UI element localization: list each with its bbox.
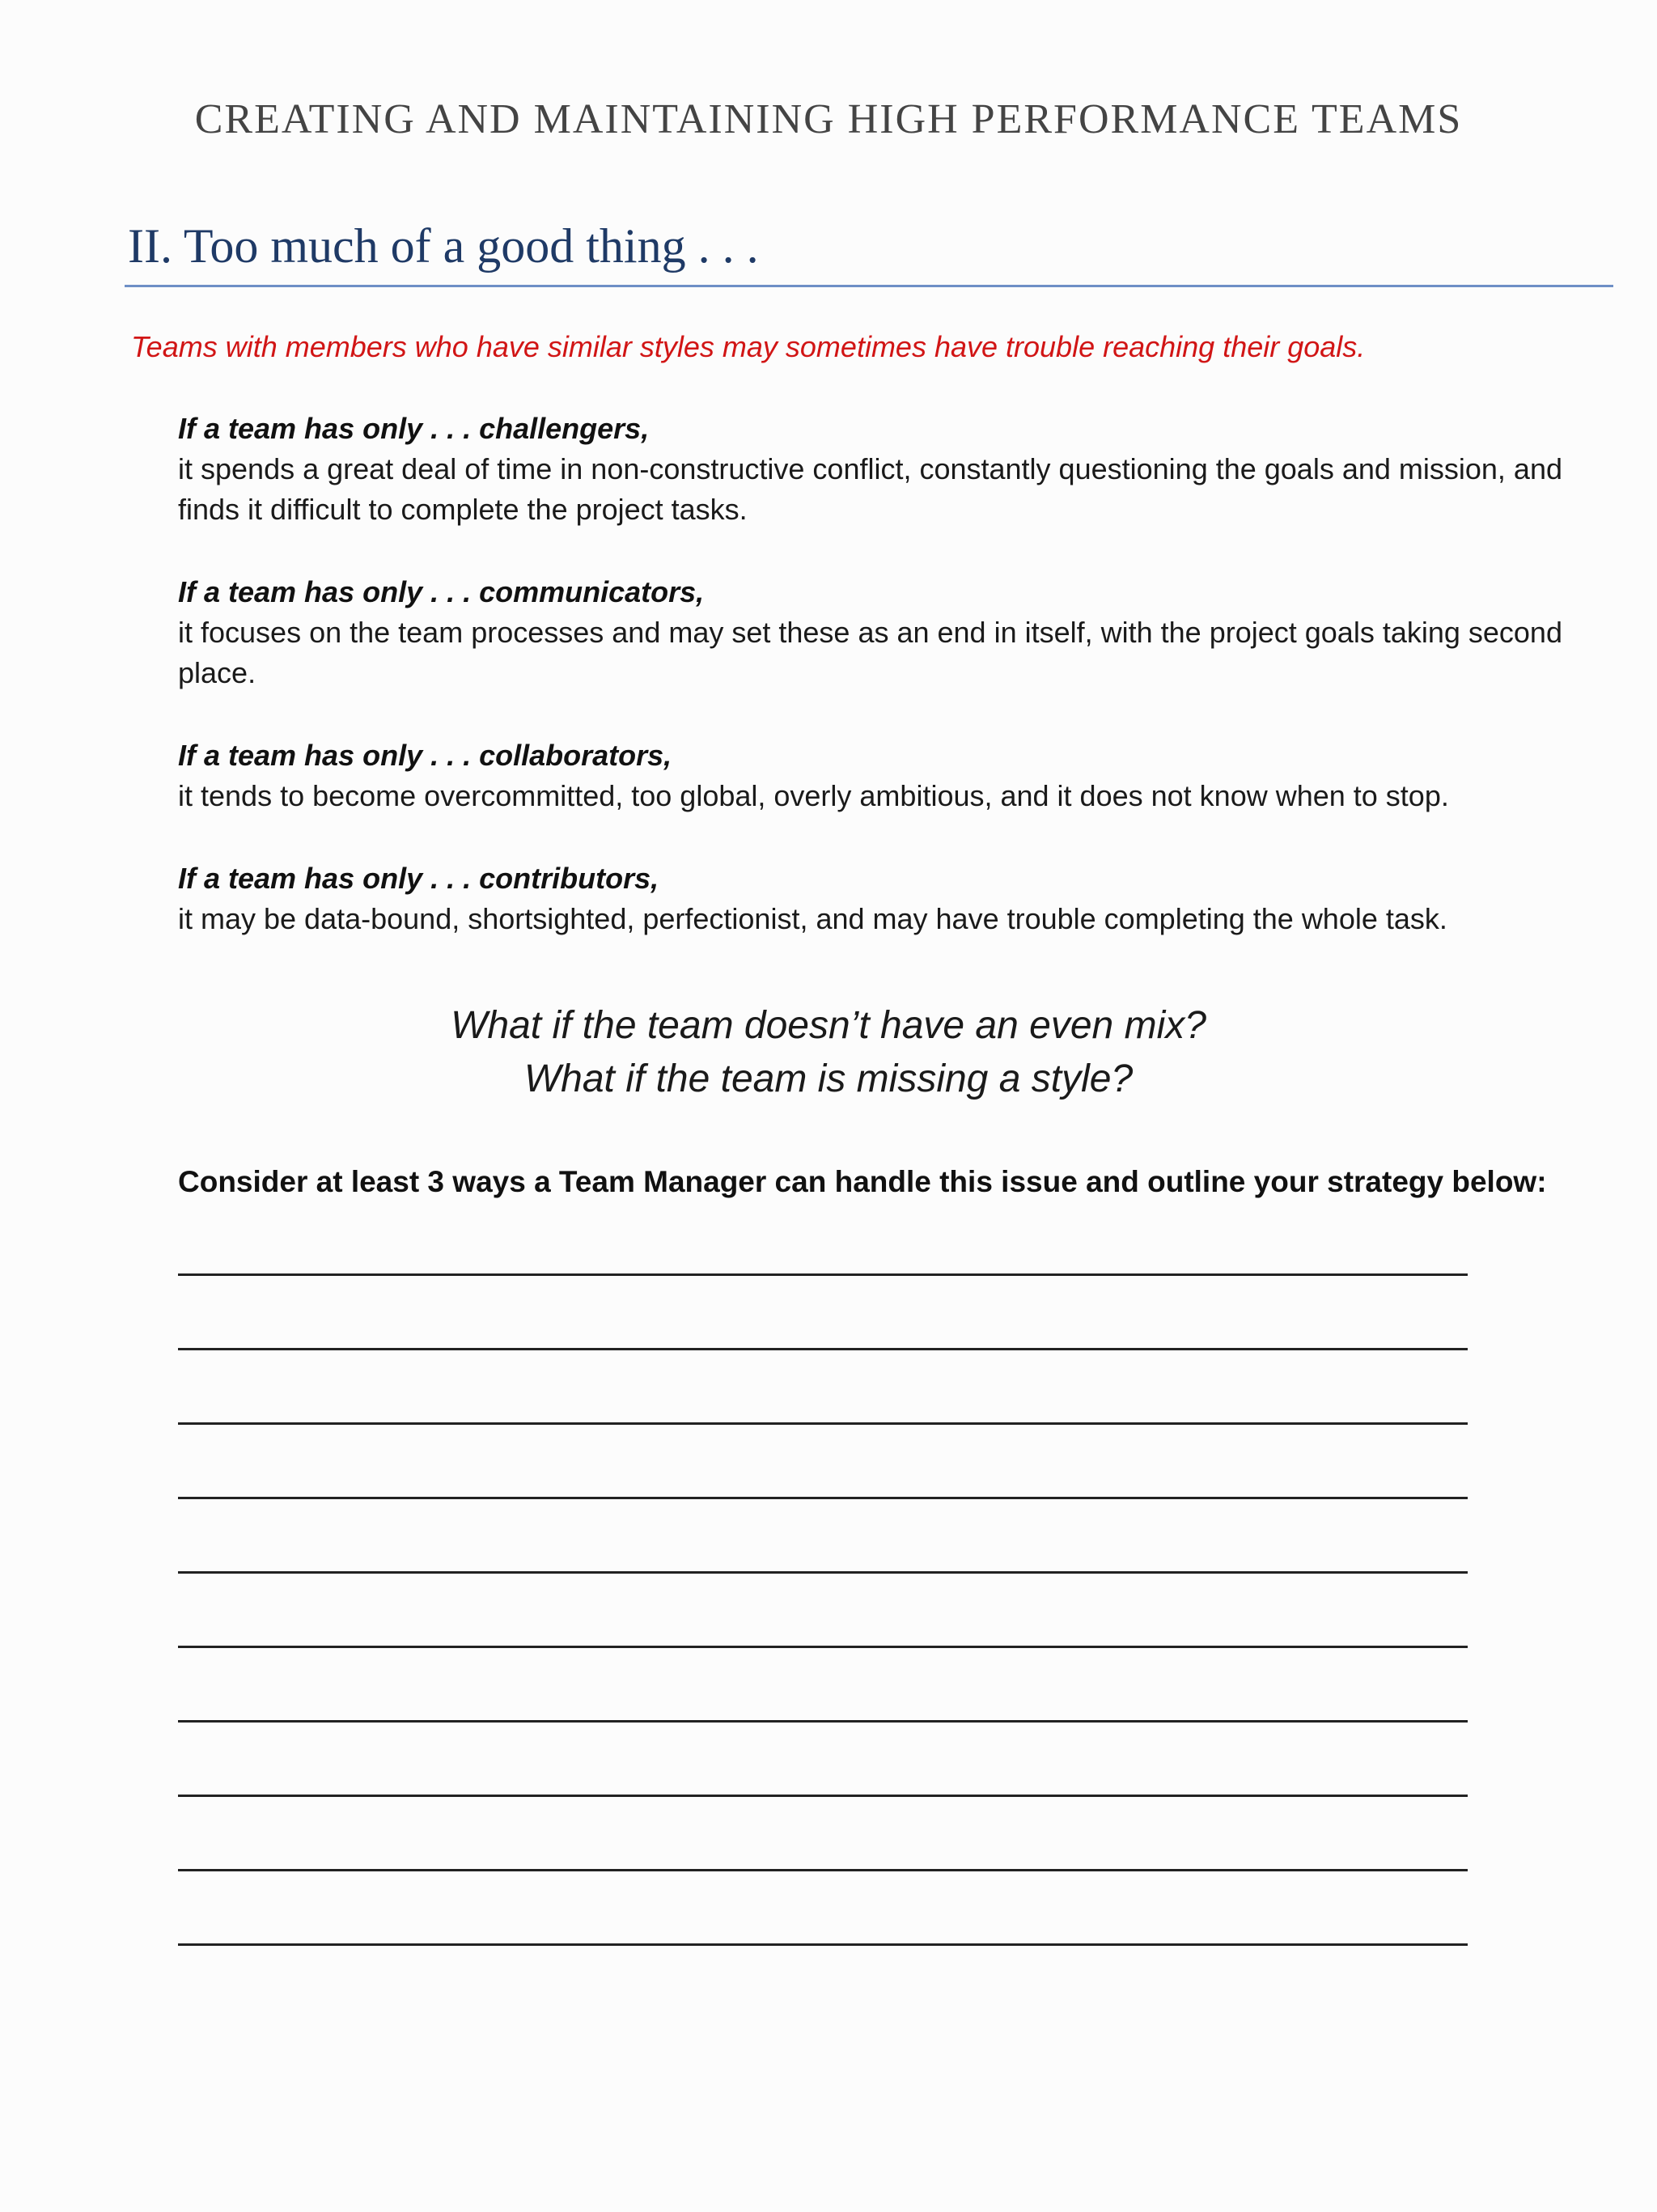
answer-line — [178, 1571, 1468, 1574]
answer-line — [178, 1348, 1468, 1350]
scenario-body: it may be data-bound, shortsighted, perfectionist, and may have trouble completing the whole task. — [178, 902, 1447, 935]
reflection-questions — [0, 999, 1657, 1106]
scenario-challengers — [178, 409, 1570, 530]
answer-line — [178, 1795, 1468, 1797]
answer-line — [178, 1720, 1468, 1723]
answer-line — [178, 1869, 1468, 1871]
scenario-lead: If a team has only . . . communicators, — [178, 575, 705, 608]
answer-line — [178, 1646, 1468, 1648]
answer-line — [178, 1497, 1468, 1499]
heading-rule — [125, 285, 1613, 287]
scenario-body: it tends to become overcommitted, too global, overly ambitious, and it does not know when to stop. — [178, 779, 1449, 812]
answer-line — [178, 1273, 1468, 1276]
answer-lines — [178, 1273, 1468, 2018]
question-even-mix: What if the team doesn’t have an even mix? — [451, 1004, 1206, 1047]
scenario-contributors — [178, 858, 1570, 939]
answer-line — [178, 1943, 1468, 1946]
exercise-prompt: Consider at least 3 ways a Team Manager can handle this issue and outline your strategy below: — [178, 1165, 1547, 1198]
scenario-body: it focuses on the team processes and may set these as an end in itself, with the project goals taking second place. — [178, 616, 1562, 689]
running-title: CREATING AND MAINTAINING HIGH PERFORMANCE TEAMS — [194, 96, 1463, 142]
scenario-list — [178, 409, 1570, 981]
answer-line — [178, 1422, 1468, 1425]
intro-text: Teams with members who have similar styles may sometimes have trouble reaching their goals. — [131, 330, 1366, 363]
section-heading: II. Too much of a good thing . . . — [128, 219, 759, 273]
scenario-collaborators — [178, 735, 1570, 816]
scenario-communicators — [178, 572, 1570, 693]
scenario-body: it spends a great deal of time in non-constructive conflict, constantly questioning the goals and mission, and finds it difficult to complete the project tasks. — [178, 452, 1562, 526]
scenario-lead: If a team has only . . . collaborators, — [178, 739, 672, 772]
scenario-lead: If a team has only . . . challengers, — [178, 412, 650, 445]
question-missing-style: What if the team is missing a style? — [523, 1057, 1134, 1100]
scenario-lead: If a team has only . . . contributors, — [178, 862, 659, 895]
